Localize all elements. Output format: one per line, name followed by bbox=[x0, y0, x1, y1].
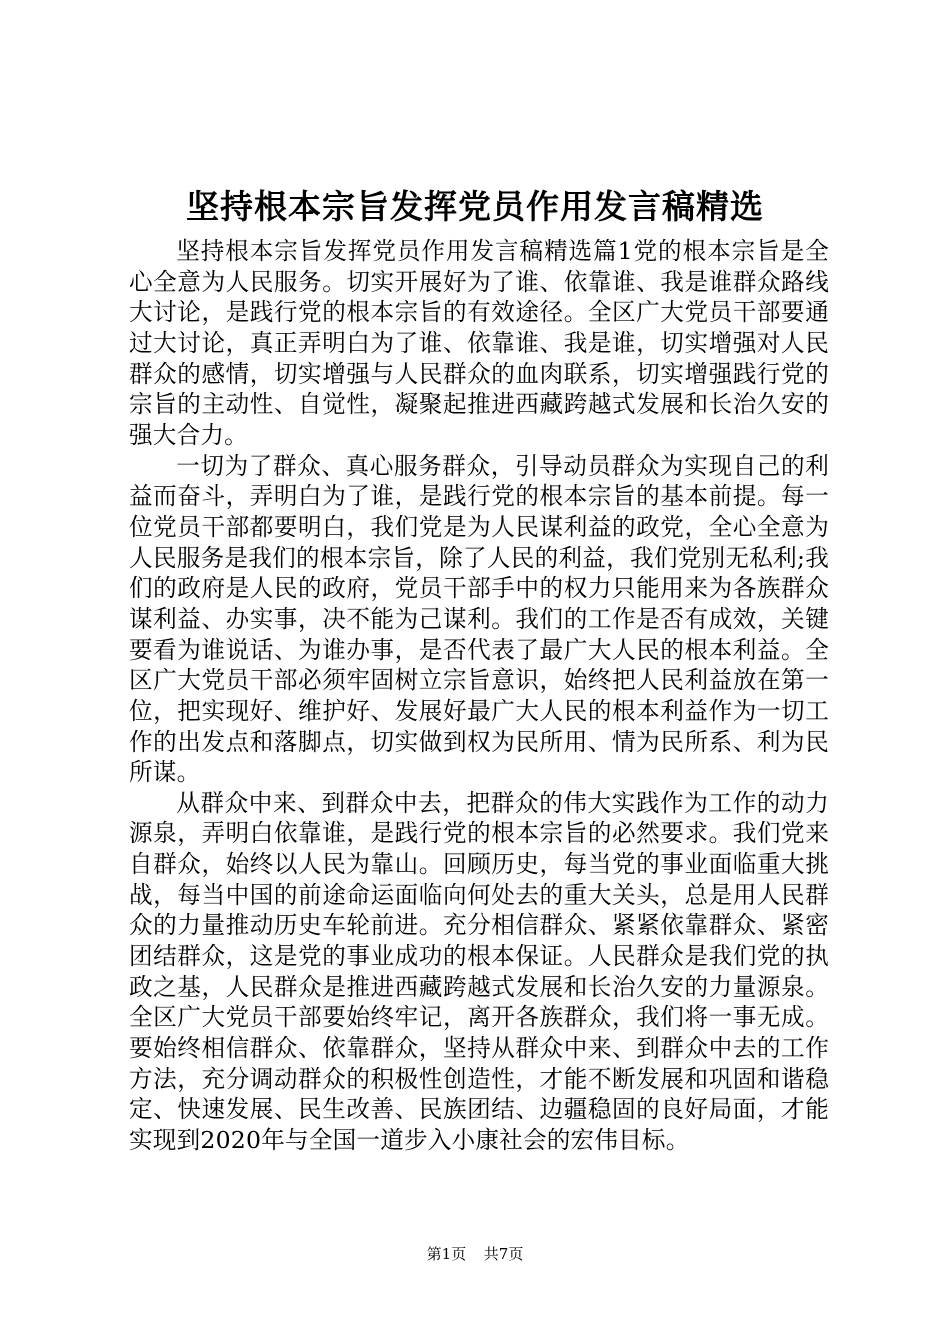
document-body bbox=[129, 236, 829, 1156]
page-total: 共7页 bbox=[483, 1245, 524, 1263]
document-title: 坚持根本宗旨发挥党员作用发言稿精选 bbox=[186, 187, 764, 226]
paragraph: 坚持根本宗旨发挥党员作用发言稿精选篇1党的根本宗旨是全心全意为人民服务。切实开展好为了谁、依靠谁、我是谁群众路线大讨论，是践行党的根本宗旨的有效途径。全区广大党员干部要通过大讨论，真正弄明白为了谁、依靠谁、我是谁，切实增强对人民群众的感情，切实增强与人民群众的血肉联系，切实增强践行党的宗旨的主动性、自觉性，凝聚起推进西藏跨越式发展和长治久安的强大合力。 bbox=[129, 237, 829, 449]
page-number: 第1页 bbox=[426, 1245, 467, 1263]
page-footer bbox=[0, 1244, 950, 1264]
paragraph: 从群众中来、到群众中去，把群众的伟大实践作为工作的动力源泉，弄明白依靠谁，是践行党的根本宗旨的必然要求。我们党来自群众，始终以人民为靠山。回顾历史，每当党的事业面临重大挑战，每当中国的前途命运面临向何处去的重大关头，总是用人民群众的力量推动历史车轮前进。充分相信群众、紧紧依靠群众、紧密团结群众，这是党的事业成功的根本保证。人民群众是我们党的执政之基，人民群众是推进西藏跨越式发展和长治久安的力量源泉。全区广大党员干部要始终牢记，离开各族群众，我们将一事无成。要始终相信群众、依靠群众，坚持从群众中来、到群众中去的工作方法，充分调动群众的积极性创造性，才能不断发展和巩固和谐稳定、快速发展、民生改善、民族团结、边疆稳固的良好局面，才能实现到2020年与全国一道步入小康社会的宏伟目标。 bbox=[129, 788, 829, 1155]
paragraph: 一切为了群众、真心服务群众，引导动员群众为实现自己的利益而奋斗，弄明白为了谁，是践行党的根本宗旨的基本前提。每一位党员干部都要明白，我们党是为人民谋利益的政党，全心全意为人民服务是我们的根本宗旨，除了人民的利益，我们党别无私利;我们的政府是人民的政府，党员干部手中的权力只能用来为各族群众谋利益、办实事，决不能为己谋利。我们的工作是否有成效，关键要看为谁说话、为谁办事，是否代表了最广大人民的根本利益。全区广大党员干部必须牢固树立宗旨意识，始终把人民利益放在第一位，把实现好、维护好、发展好最广大人民的根本利益作为一切工作的出发点和落脚点，切实做到权为民所用、情为民所系、利为民所谋。 bbox=[129, 451, 829, 787]
